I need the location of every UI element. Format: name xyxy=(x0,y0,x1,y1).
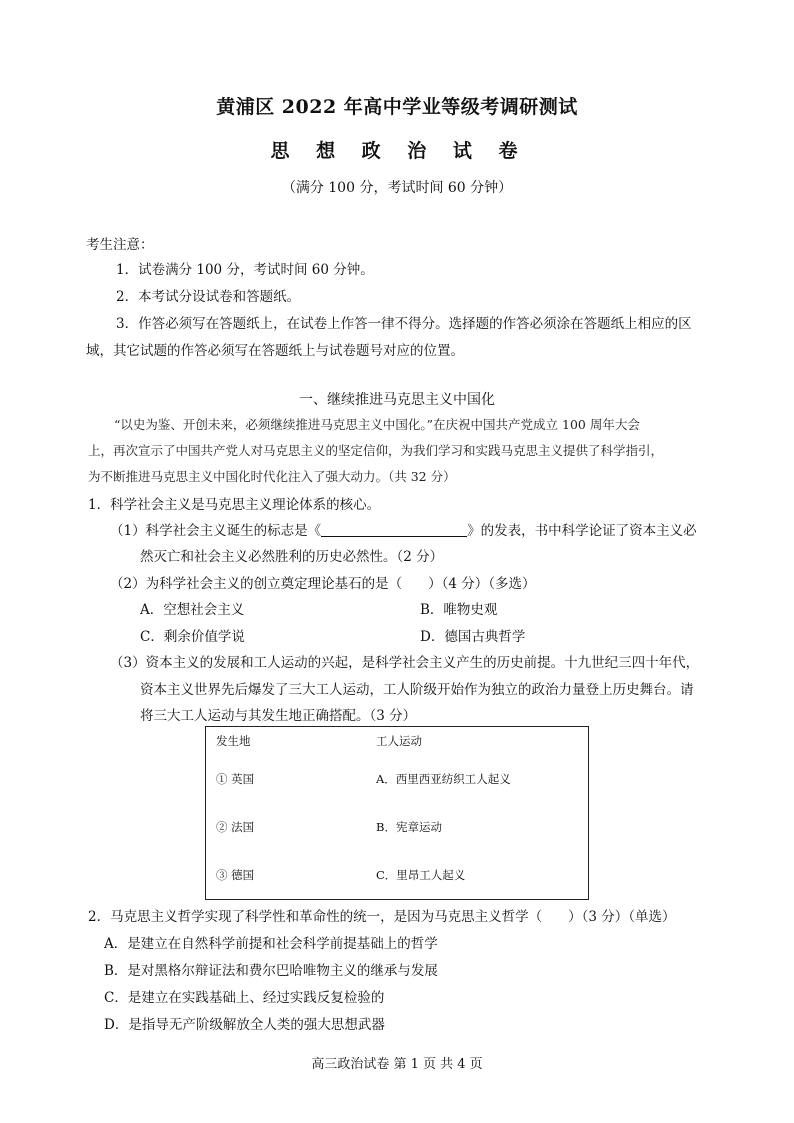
notice-item: 2．本考试分设试卷和答题纸。 xyxy=(116,289,301,305)
q2-option-d: D．是指导无产阶级解放全人类的强大思想武器 xyxy=(104,1017,385,1033)
section-intro-line: “以史为鉴、开创未来，必须继续推进马克思主义中国化。”在庆祝中国共产党成立 100 周年大会 xyxy=(114,417,640,432)
table-cell: ② 法国 xyxy=(216,820,255,834)
table-header-row xyxy=(206,727,589,756)
option-a: A．空想社会主义 xyxy=(140,602,245,618)
section-intro-line: 上，再次宣示了中国共产党人对马克思主义的坚定信仰，为我们学习和实践马克思主义提供了科学指引， xyxy=(88,443,664,458)
question-1-part-1 xyxy=(110,519,697,539)
question-1-stem: 1．科学社会主义是马克思主义理论体系的核心。 xyxy=(88,497,381,513)
answer-blank[interactable] xyxy=(321,522,467,537)
notice-heading: 考生注意： xyxy=(86,237,154,253)
q1p3-line: 将三大工人运动与其发生地正确搭配。（3 分） xyxy=(140,708,417,724)
table-header-cell: 发生地 xyxy=(216,734,251,748)
q1p2-text-b: ）（4 分）（多选） xyxy=(428,576,536,592)
q1p1-text-a: （1）科学社会主义诞生的标志是《 xyxy=(110,523,322,539)
table-row xyxy=(206,851,589,900)
option-b: B．唯物史观 xyxy=(420,602,498,618)
table-cell: A．西里西亚纺织工人起义 xyxy=(376,772,511,786)
notice-item: 1．试卷满分 100 分，考试时间 60 分钟。 xyxy=(116,262,374,278)
option-c: C．剩余价值学说 xyxy=(140,629,245,645)
table-cell: ③ 德国 xyxy=(216,868,255,882)
page-footer: 高三政治试卷 第 1 页 共 4 页 xyxy=(311,1057,483,1072)
section-intro-line: 为不断推进马克思主义中国化时代化注入了强大动力。（共 32 分） xyxy=(88,469,456,484)
q2-option-c: C．是建立在实践基础上、经过实践反复检验的 xyxy=(104,990,385,1006)
option-d: D．德国古典哲学 xyxy=(420,629,526,645)
table-row xyxy=(206,755,589,803)
notice-item: 3．作答必须写在答题纸上，在试卷上作答一律不得分。选择题的作答必须涂在答题纸上相应的区 xyxy=(116,316,692,332)
q1p2-text-a: （2）为科学社会主义的创立奠定理论基石的是（ xyxy=(110,576,403,592)
table-row xyxy=(206,803,589,851)
question-1-part-2 xyxy=(110,572,535,592)
table-cell: ① 英国 xyxy=(216,772,255,786)
q2-text-b: ）（3 分）（单选） xyxy=(568,909,676,925)
exam-meta: （满分 100 分，考试时间 60 分钟） xyxy=(281,180,513,196)
q1p3-line: （3）资本主义的发展和工人运动的兴起，是科学社会主义产生的历史前提。十九世纪三四十年代， xyxy=(110,655,700,671)
q1p1-text-c: 然灭亡和社会主义必然胜利的历史必然性。（2 分） xyxy=(140,549,444,565)
section-title: 一、继续推进马克思主义中国化 xyxy=(299,392,495,408)
exam-title: 黄浦区 2022 年高中学业等级考调研测试 xyxy=(216,96,578,118)
q1p3-line: 资本主义世界先后爆发了三大工人运动，工人阶级开始作为独立的政治力量登上历史舞台。请 xyxy=(140,682,694,698)
q2-option-b: B．是对黑格尔辩证法和费尔巴哈唯物主义的继承与发展 xyxy=(104,963,438,979)
q2-option-a: A．是建立在自然科学前提和社会科学前提基础上的哲学 xyxy=(104,936,438,952)
table-header-cell: 工人运动 xyxy=(376,734,422,748)
question-2-stem xyxy=(88,905,675,925)
matching-table xyxy=(205,726,589,900)
notice-item-continued: 域，其它试题的作答必须写在答题纸上与试卷题号对应的位置。 xyxy=(86,343,464,359)
q2-text-a: 2．马克思主义哲学实现了科学性和革命性的统一，是因为马克思主义哲学（ xyxy=(88,909,543,925)
q1p1-text-b: 》的发表，书中科学论证了资本主义必 xyxy=(467,523,697,539)
table-cell: C．里昂工人起义 xyxy=(376,868,466,882)
table-cell: B．宪章运动 xyxy=(376,820,442,834)
exam-subject: 思 想 政 治 试 卷 xyxy=(270,140,524,162)
